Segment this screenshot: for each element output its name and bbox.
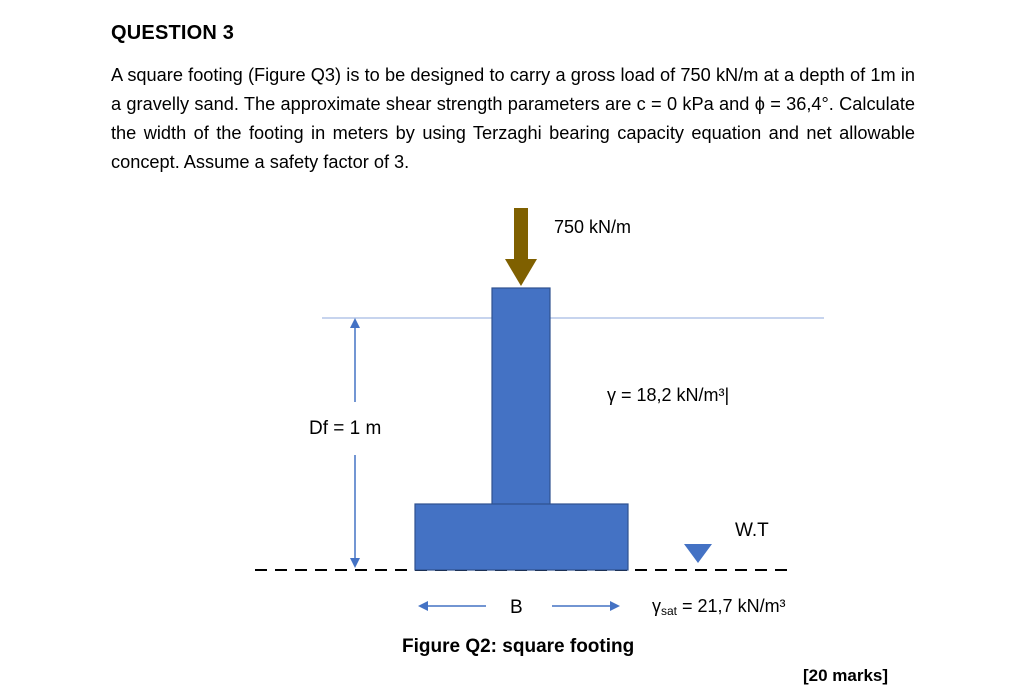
water-table-label: W.T	[735, 520, 769, 541]
saturated-symbol: γ	[652, 596, 661, 616]
question-body: A square footing (Figure Q3) is to be designed to carry a gross load of 750 kN/m at a depth of 1m in a gravelly sand. The approximate shear strength parameters are c = 0 kPa and ϕ = 36,4°. Calculate the width of the footing in meters by using Terzaghi bearing capacity equation and net allowable concept. Assume a safety factor of 3.	[111, 65, 915, 172]
figure-caption: Figure Q2: square footing	[402, 636, 635, 657]
unit-weight-label: γ = 18,2 kN/m³|	[607, 385, 730, 405]
load-arrow	[505, 208, 537, 286]
saturated-subscript: sat	[661, 604, 678, 618]
load-label: 750 kN/m	[554, 217, 632, 237]
footing-base	[415, 504, 628, 570]
question-heading: QUESTION 3	[111, 22, 235, 44]
saturated-unit-weight-label	[652, 596, 786, 618]
depth-dimension	[350, 318, 360, 568]
depth-label: Df = 1 m	[309, 418, 382, 439]
marks-label: [20 marks]	[803, 666, 889, 685]
width-label: B	[510, 597, 523, 618]
water-table-marker-icon	[684, 544, 712, 563]
saturated-value: = 21,7 kN/m³	[677, 596, 786, 616]
footing-column	[492, 288, 550, 505]
